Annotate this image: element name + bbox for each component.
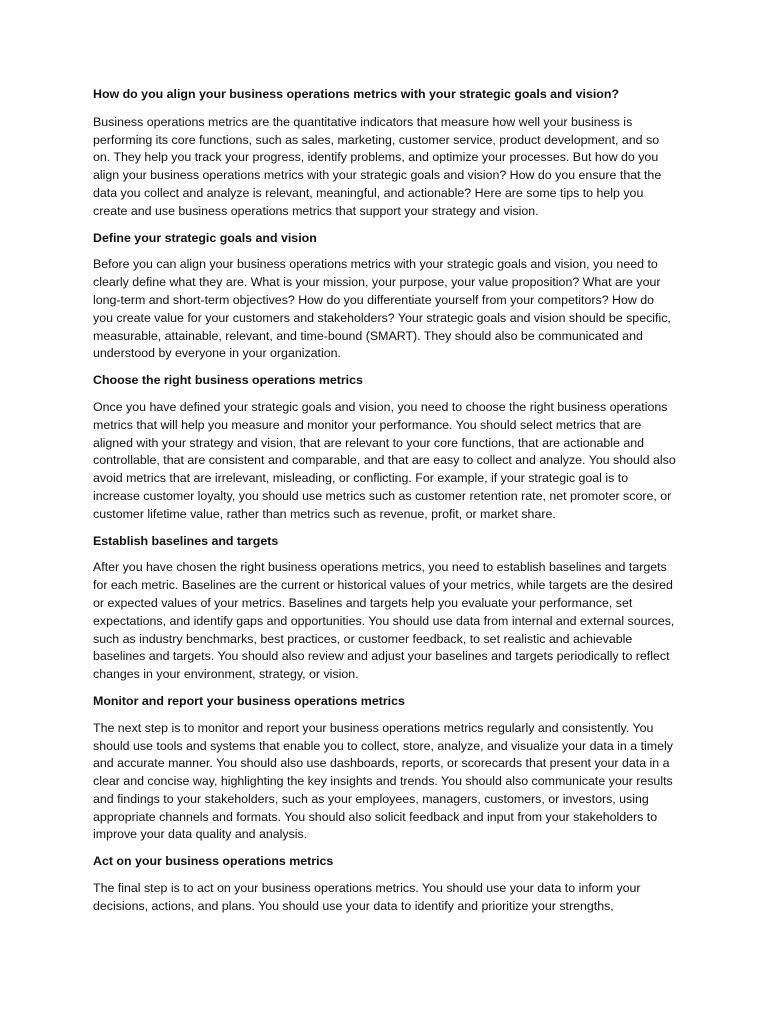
document-title: How do you align your business operations metrics with your strategic goals and vision? <box>93 87 620 101</box>
section-monitor-report <box>93 693 677 844</box>
intro-paragraph: Business operations metrics are the quantitative indicators that measure how well your business is performing its core functions, such as sales, marketing, customer service, product development, and so on. They help you track your progress, identify problems, and optimize your processes. But how do you align your business operations metrics with your strategic goals and vision? How do you ensure that the data you collect and analyze is relevant, meaningful, and actionable? Here are some tips to help you create and use business operations metrics that support your strategy and vision. <box>93 114 662 218</box>
section-heading: Define your strategic goals and vision <box>93 230 317 245</box>
section-heading: Establish baselines and targets <box>93 533 279 548</box>
section-paragraph: After you have chosen the right business operations metrics, you need to establish baselines and targets for each metric. Baselines are the current or historical values of your metrics, while targets are the desired or expected values of your metrics. Baselines and targets help you evaluate your performance, set expectations, and identify gaps and opportunities. You should use data from internal and external sources, such as industry benchmarks, best practices, or customer feedback, to set realistic and achievable baselines and targets. You should also review and adjust your baselines and targets periodically to reflect changes in your environment, strategy, or vision. <box>93 560 675 682</box>
section-choose-metrics <box>93 372 677 523</box>
section-act-on-metrics <box>93 853 677 915</box>
section-paragraph: Once you have defined your strategic goals and vision, you need to choose the right business operations metrics that will help you measure and monitor your performance. You should select metrics that are aligned with your strategy and vision, that are relevant to your core functions, that are actionable and controllable, that are consistent and comparable, and that are easy to collect and analyze. You should also avoid metrics that are irrelevant, misleading, or conflicting. For example, if your strategic goal is to increase customer loyalty, you should use metrics such as customer retention rate, net promoter score, or customer lifetime value, rather than metrics such as revenue, profit, or market share. <box>93 399 676 521</box>
section-heading: Monitor and report your business operations metrics <box>93 693 405 708</box>
section-define-goals <box>93 230 677 364</box>
document-page <box>93 86 677 925</box>
section-heading: Choose the right business operations metrics <box>93 373 363 388</box>
section-paragraph: The final step is to act on your business operations metrics. You should use your data to inform your decisions, actions, and plans. You should use your data to identify and prioritize your strengths, <box>93 881 641 913</box>
section-paragraph: The next step is to monitor and report your business operations metrics regularly and consistently. You should use tools and systems that enable you to collect, store, analyze, and visualize your data in a timely and accurate manner. You should also use dashboards, reports, or scorecards that present your data in a clear and concise way, highlighting the key insights and trends. You should also communicate your results and findings to your stakeholders, such as your employees, managers, customers, or investors, using appropriate channels and formats. You should also solicit feedback and input from your stakeholders to improve your data quality and analysis. <box>93 720 673 842</box>
section-baselines-targets <box>93 533 677 684</box>
section-paragraph: Before you can align your business operations metrics with your strategic goals and vision, you need to clearly define what they are. What is your mission, your purpose, your value proposition? What are your long-term and short-term objectives? How do you differentiate yourself from your competitors? How do you create value for your customers and stakeholders? Your strategic goals and vision should be specific, measurable, attainable, relevant, and time-bound (SMART). They should also be communicated and understood by everyone in your organization. <box>93 257 671 361</box>
section-heading: Act on your business operations metrics <box>93 854 334 869</box>
